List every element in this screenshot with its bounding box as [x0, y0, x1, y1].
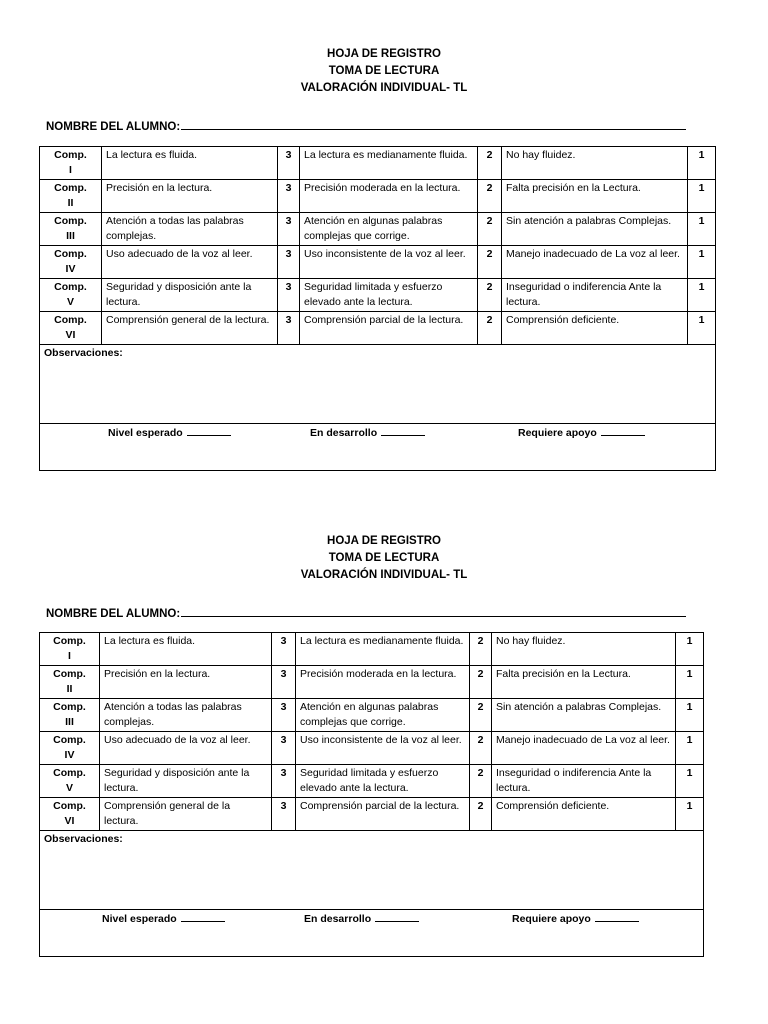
expected-level-blank[interactable] [187, 425, 231, 436]
developing-field[interactable] [310, 425, 518, 441]
competency-cell: Comp. II [40, 666, 100, 699]
score-2-cell[interactable]: 2 [478, 279, 502, 312]
level-3-desc: Uso adecuado de la voz al leer. [102, 246, 278, 279]
competency-cell: Comp. VI [40, 798, 100, 831]
table-row [40, 213, 716, 246]
level-2-desc: Seguridad limitada y esfuerzo elevado ante la lectura. [296, 765, 470, 798]
score-2-cell[interactable]: 2 [470, 633, 492, 666]
level-3-desc: Comprensión general de la lectura. [100, 798, 272, 831]
score-2-cell[interactable]: 2 [478, 180, 502, 213]
table-row [40, 765, 704, 798]
level-2-desc: La lectura es medianamente fluida. [296, 633, 470, 666]
level-1-desc: No hay fluidez. [502, 147, 688, 180]
table-row [40, 147, 716, 180]
expected-level-field[interactable] [102, 911, 304, 927]
score-2-cell[interactable]: 2 [478, 213, 502, 246]
level-2-desc: Comprensión parcial de la lectura. [300, 312, 478, 345]
competency-cell: Comp. I [40, 633, 100, 666]
score-1-cell[interactable]: 1 [676, 798, 704, 831]
needs-support-field[interactable] [518, 425, 645, 441]
competency-cell: Comp. VI [40, 312, 102, 345]
observations-row [40, 831, 704, 910]
level-2-desc: Atención en algunas palabras complejas que corrige. [296, 699, 470, 732]
expected-level-label: Nivel esperado [102, 913, 177, 925]
level-3-desc: Uso adecuado de la voz al leer. [100, 732, 272, 765]
table-row [40, 732, 704, 765]
score-1-cell[interactable]: 1 [688, 312, 716, 345]
heading-line-3: VALORACIÓN INDIVIDUAL- TL [300, 569, 468, 581]
score-3-cell[interactable]: 3 [278, 147, 300, 180]
score-2-cell[interactable]: 2 [478, 246, 502, 279]
level-3-desc: Precisión en la lectura. [100, 666, 272, 699]
competency-cell: Comp. III [40, 213, 102, 246]
score-1-cell[interactable]: 1 [676, 732, 704, 765]
score-2-cell[interactable]: 2 [478, 147, 502, 180]
level-1-desc: Manejo inadecuado de La voz al leer. [492, 732, 676, 765]
student-name-label: NOMBRE DEL ALUMNO: [46, 121, 181, 133]
level-3-desc: Seguridad y disposición ante la lectura. [102, 279, 278, 312]
level-3-desc: Atención a todas las palabras complejas. [102, 213, 278, 246]
table-row [40, 279, 716, 312]
needs-support-blank[interactable] [601, 425, 645, 436]
score-2-cell[interactable]: 2 [470, 765, 492, 798]
score-1-cell[interactable]: 1 [676, 666, 704, 699]
heading-line-3: VALORACIÓN INDIVIDUAL- TL [300, 82, 468, 94]
level-2-desc: Uso inconsistente de la voz al leer. [296, 732, 470, 765]
needs-support-label: Requiere apoyo [512, 913, 591, 925]
form-heading [0, 533, 768, 584]
heading-line-1: HOJA DE REGISTRO [327, 48, 441, 60]
score-2-cell[interactable]: 2 [470, 699, 492, 732]
assessment-footer [40, 910, 704, 957]
student-name-field[interactable] [46, 118, 686, 133]
level-3-desc: Atención a todas las palabras complejas. [100, 699, 272, 732]
score-2-cell[interactable]: 2 [470, 732, 492, 765]
table-row [40, 666, 704, 699]
competency-cell: Comp. IV [40, 246, 102, 279]
expected-level-field[interactable] [108, 425, 310, 441]
level-3-desc: Seguridad y disposición ante la lectura. [100, 765, 272, 798]
level-1-desc: Sin atención a palabras Complejas. [502, 213, 688, 246]
level-2-desc: La lectura es medianamente fluida. [300, 147, 478, 180]
heading-line-1: HOJA DE REGISTRO [327, 535, 441, 547]
student-name-blank[interactable] [181, 118, 686, 130]
expected-level-blank[interactable] [181, 911, 225, 922]
table-row [40, 798, 704, 831]
table-row [40, 180, 716, 213]
expected-level-label: Nivel esperado [108, 427, 183, 439]
level-2-desc: Seguridad limitada y esfuerzo elevado ante la lectura. [300, 279, 478, 312]
score-3-cell[interactable]: 3 [272, 765, 296, 798]
developing-label: En desarrollo [310, 427, 378, 439]
heading-line-2: TOMA DE LECTURA [328, 552, 440, 564]
level-3-desc: Comprensión general de la lectura. [102, 312, 278, 345]
observations-field[interactable] [40, 345, 716, 424]
needs-support-field[interactable] [512, 911, 639, 927]
level-1-desc: Inseguridad o indiferencia Ante la lectura. [492, 765, 676, 798]
needs-support-label: Requiere apoyo [518, 427, 597, 439]
observations-label: Observaciones: [44, 347, 123, 359]
student-name-label: NOMBRE DEL ALUMNO: [46, 608, 181, 620]
score-1-cell[interactable]: 1 [688, 246, 716, 279]
level-3-desc: La lectura es fluida. [100, 633, 272, 666]
student-name-field[interactable] [46, 605, 686, 620]
form-heading [0, 46, 768, 97]
score-1-cell[interactable]: 1 [676, 633, 704, 666]
score-3-cell[interactable]: 3 [278, 246, 300, 279]
table-row [40, 312, 716, 345]
registro-form-1 [0, 46, 768, 439]
footer-row [40, 424, 716, 471]
competency-cell: Comp. II [40, 180, 102, 213]
level-2-desc: Atención en algunas palabras complejas que corrige. [300, 213, 478, 246]
score-2-cell[interactable]: 2 [470, 666, 492, 699]
competency-cell: Comp. IV [40, 732, 100, 765]
rubric-table [39, 146, 716, 471]
observations-row [40, 345, 716, 424]
level-1-desc: Comprensión deficiente. [492, 798, 676, 831]
level-2-desc: Comprensión parcial de la lectura. [296, 798, 470, 831]
developing-blank[interactable] [381, 425, 425, 436]
developing-blank[interactable] [375, 911, 419, 922]
score-3-cell[interactable]: 3 [278, 312, 300, 345]
score-3-cell[interactable]: 3 [272, 732, 296, 765]
score-1-cell[interactable]: 1 [688, 213, 716, 246]
level-1-desc: Inseguridad o indiferencia Ante la lectura. [502, 279, 688, 312]
score-3-cell[interactable]: 3 [272, 699, 296, 732]
level-2-desc: Precisión moderada en la lectura. [296, 666, 470, 699]
table-row [40, 699, 704, 732]
competency-cell: Comp. III [40, 699, 100, 732]
level-2-desc: Uso inconsistente de la voz al leer. [300, 246, 478, 279]
score-3-cell[interactable]: 3 [272, 666, 296, 699]
level-3-desc: Precisión en la lectura. [102, 180, 278, 213]
table-row [40, 633, 704, 666]
rubric-table [39, 632, 704, 957]
level-1-desc: Falta precisión en la Lectura. [502, 180, 688, 213]
developing-field[interactable] [304, 911, 512, 927]
score-2-cell[interactable]: 2 [478, 312, 502, 345]
score-3-cell[interactable]: 3 [278, 213, 300, 246]
competency-cell: Comp. I [40, 147, 102, 180]
competency-cell: Comp. V [40, 765, 100, 798]
score-1-cell[interactable]: 1 [688, 279, 716, 312]
student-name-blank[interactable] [181, 605, 686, 617]
level-1-desc: Sin atención a palabras Complejas. [492, 699, 676, 732]
heading-line-2: TOMA DE LECTURA [328, 65, 440, 77]
score-2-cell[interactable]: 2 [470, 798, 492, 831]
score-1-cell[interactable]: 1 [688, 180, 716, 213]
score-1-cell[interactable]: 1 [676, 765, 704, 798]
score-3-cell[interactable]: 3 [278, 180, 300, 213]
score-1-cell[interactable]: 1 [688, 147, 716, 180]
level-1-desc: Manejo inadecuado de La voz al leer. [502, 246, 688, 279]
observations-label: Observaciones: [44, 833, 123, 845]
table-row [40, 246, 716, 279]
observations-field[interactable] [40, 831, 704, 910]
competency-cell: Comp. V [40, 279, 102, 312]
assessment-footer [40, 424, 716, 471]
score-3-cell[interactable]: 3 [272, 798, 296, 831]
developing-label: En desarrollo [304, 913, 372, 925]
level-3-desc: La lectura es fluida. [102, 147, 278, 180]
level-1-desc: No hay fluidez. [492, 633, 676, 666]
level-2-desc: Precisión moderada en la lectura. [300, 180, 478, 213]
registro-form-2 [0, 533, 768, 925]
footer-row [40, 910, 704, 957]
needs-support-blank[interactable] [595, 911, 639, 922]
level-1-desc: Comprensión deficiente. [502, 312, 688, 345]
score-3-cell[interactable]: 3 [278, 279, 300, 312]
score-3-cell[interactable]: 3 [272, 633, 296, 666]
score-1-cell[interactable]: 1 [676, 699, 704, 732]
level-1-desc: Falta precisión en la Lectura. [492, 666, 676, 699]
